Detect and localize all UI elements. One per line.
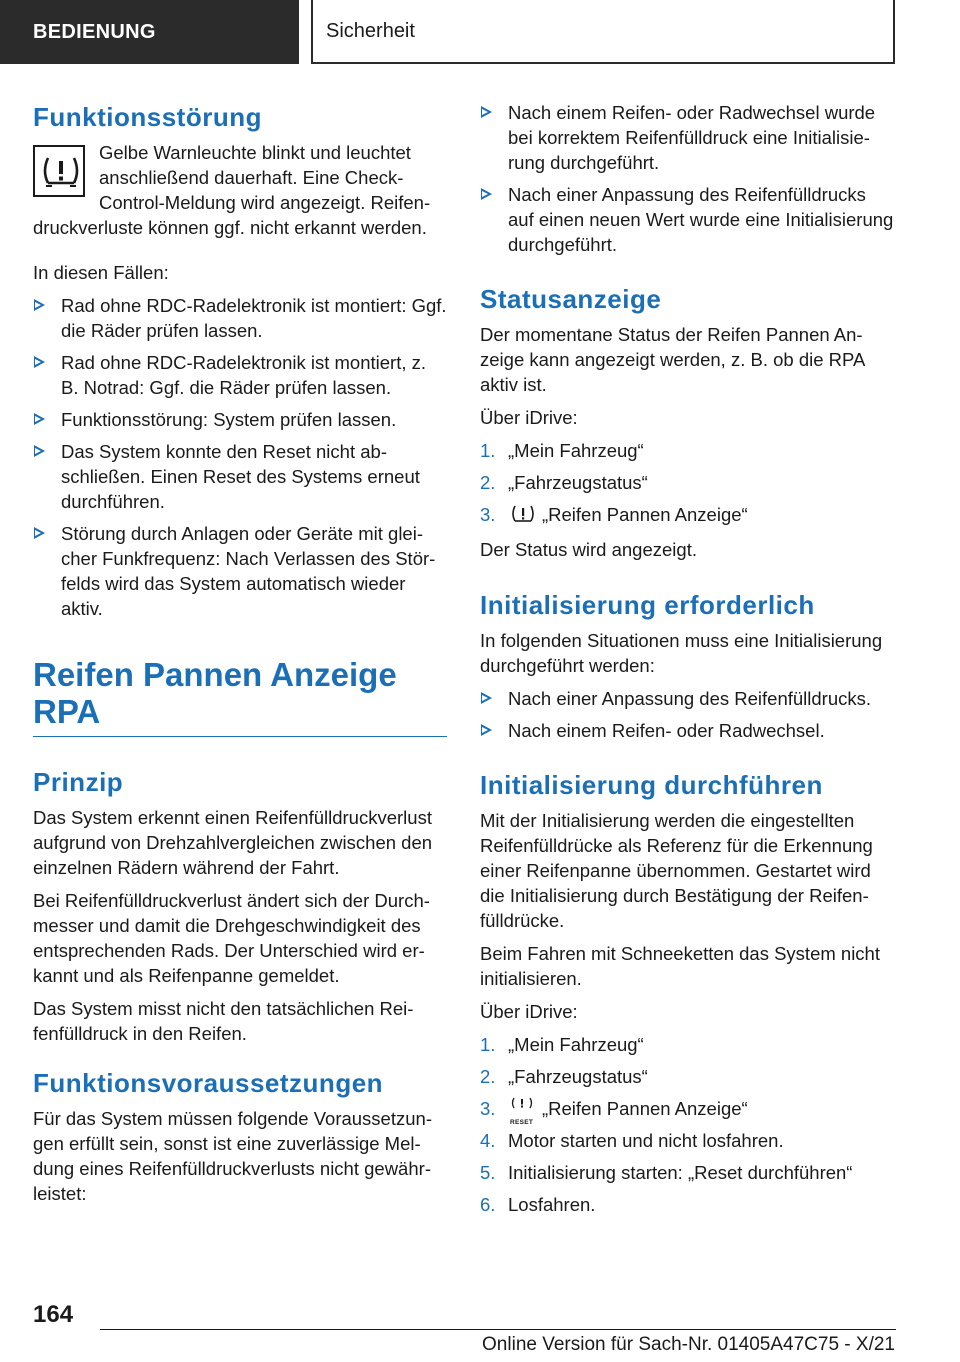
chapter-label: Sicherheit (326, 19, 415, 42)
list-item: 6. Losfahren. (480, 1194, 596, 1215)
list-item: Nach einer Anpassung des Reifenfülldrucks. (480, 686, 894, 711)
list-item: Nach einer Anpassung des Reifenfülldrucks auf einen neuen Wert wurde eine Initialisierung durchgeführt. (480, 182, 894, 257)
init-required-list (480, 686, 894, 743)
page-number: 164 (33, 1301, 74, 1328)
status-steps (480, 438, 894, 530)
init-perform-via: Über iDrive: (480, 1001, 578, 1022)
status-heading: Statusanzeige (480, 284, 662, 314)
requirements-text: Für das System müssen folgende Voraussetzungen erfüllt sein, sonst ist eine zuverlässige Meldung eines Reifenfülldruckverlusts nicht gewährleistet: (33, 1108, 432, 1204)
init-perform-text: Mit der Initialisierung werden die eingestellten Reifenfülldrücke als Referenz für die Erkennung einer Reifenpanne übernommen. Gestartet wird die Initialisierung durch Bestätigung der Reifenfülldrücke. (480, 810, 873, 931)
bullet-triangle-icon (34, 413, 45, 425)
tire-pressure-warning-icon (33, 145, 85, 197)
list-item: Störung durch Anlagen oder Geräte mit gleicher Funkfrequenz: Nach Verlassen des Störfelds wird das System automatisch wieder aktiv. (33, 521, 447, 621)
requirements-list (480, 100, 894, 257)
cases-intro: In diesen Fällen: (33, 262, 169, 283)
principle-heading: Prinzip (33, 767, 124, 797)
malfunction-heading: Funktionsstörung (33, 102, 262, 132)
cases-list (33, 293, 447, 621)
status-text: Der momentane Status der Reifen Pannen Anzeige kann angezeigt werden, z. B. ob die RPA aktiv ist. (480, 324, 865, 395)
list-item: 5. Initialisierung starten: „Reset durchführen“ (480, 1162, 853, 1183)
right-column (480, 100, 894, 1224)
list-item: 3. „Reifen Pannen Anzeige“ (480, 502, 894, 530)
init-required-text: In folgenden Situationen muss eine Initialisierung durchgeführt werden: (480, 630, 883, 676)
list-item: 2. „Fahrzeugstatus“ (480, 1066, 648, 1087)
list-item: Das System konnte den Reset nicht abschließen. Einen Reset des Systems erneut durchführen. (33, 439, 447, 514)
page-title: Reifen Pannen Anzeige RPA (33, 656, 447, 737)
list-item: 4. Motor starten und nicht losfahren. (480, 1130, 784, 1151)
tire-pressure-icon (510, 504, 536, 530)
list-item: Funktionsstörung: System prüfen lassen. (33, 407, 447, 432)
status-via: Über iDrive: (480, 407, 578, 428)
bullet-triangle-icon (34, 527, 45, 539)
list-item: Nach einem Reifen- oder Radwechsel wurde bei korrektem Reifenfülldruck eine Initialisierung durchgeführt. (480, 100, 894, 175)
list-item: Rad ohne RDC-Radelektronik ist montiert, z. B. Notrad: Ggf. die Räder prüfen lassen. (33, 350, 447, 400)
malfunction-text: Gelbe Warnleuchte blinkt und leuchtet anschließend dauerhaft. Eine Check-Control-Meldung wird angezeigt. Reifendruckverluste können ggf. nicht erkannt werden. (33, 142, 431, 238)
list-item: 1. „Mein Fahrzeug“ (480, 440, 644, 461)
requirements-heading: Funktionsvoraussetzungen (33, 1068, 384, 1098)
section-tab (0, 0, 299, 64)
footer-divider (100, 1329, 896, 1330)
left-column (33, 100, 447, 1214)
bullet-triangle-icon (34, 445, 45, 457)
bullet-triangle-icon (34, 299, 45, 311)
section-label: BEDIENUNG (33, 20, 156, 43)
init-required-heading: Initialisierung erforderlich (480, 590, 815, 620)
tire-pressure-reset-icon: RESET (510, 1097, 534, 1119)
init-perform-heading: Initialisierung durchführen (480, 770, 823, 800)
malfunction-block (33, 140, 447, 248)
principle-paragraph: Das System erkennt einen Reifenfülldruckverlust aufgrund von Drehzahlvergleichen zwischen den einzelnen Rädern während der Fahrt. (33, 807, 433, 878)
init-perform-steps (480, 1032, 894, 1217)
status-result: Der Status wird angezeigt. (480, 539, 697, 560)
bullet-triangle-icon (481, 692, 492, 704)
list-item: 2. „Fahrzeugstatus“ (480, 472, 648, 493)
list-item: 1. „Mein Fahrzeug“ (480, 1034, 644, 1055)
bullet-triangle-icon (481, 188, 492, 200)
bullet-triangle-icon (481, 106, 492, 118)
bullet-triangle-icon (34, 356, 45, 368)
list-item: Rad ohne RDC-Radelektronik ist montiert: Ggf. die Räder prüfen lassen. (33, 293, 447, 343)
list-item: 3. RESET „Reifen Pannen Anzeige“ (480, 1098, 748, 1126)
chapter-tab (311, 0, 895, 64)
list-item: Nach einem Reifen- oder Radwechsel. (480, 718, 894, 743)
init-perform-note: Beim Fahren mit Schneeketten das System nicht initialisieren. (480, 943, 880, 989)
bullet-triangle-icon (481, 724, 492, 736)
principle-paragraph: Das System misst nicht den tatsächlichen Reifenfülldruck in den Reifen. (33, 998, 414, 1044)
principle-paragraph: Bei Reifenfülldruckverlust ändert sich der Durchmesser und damit die Drehgeschwindigkeit des entsprechenden Rads. Der Unterschied wird erkannt und als Reifenpanne gemeldet. (33, 890, 430, 986)
footer-version: Online Version für Sach-Nr. 01405A47C75 - X/21 (482, 1334, 895, 1355)
